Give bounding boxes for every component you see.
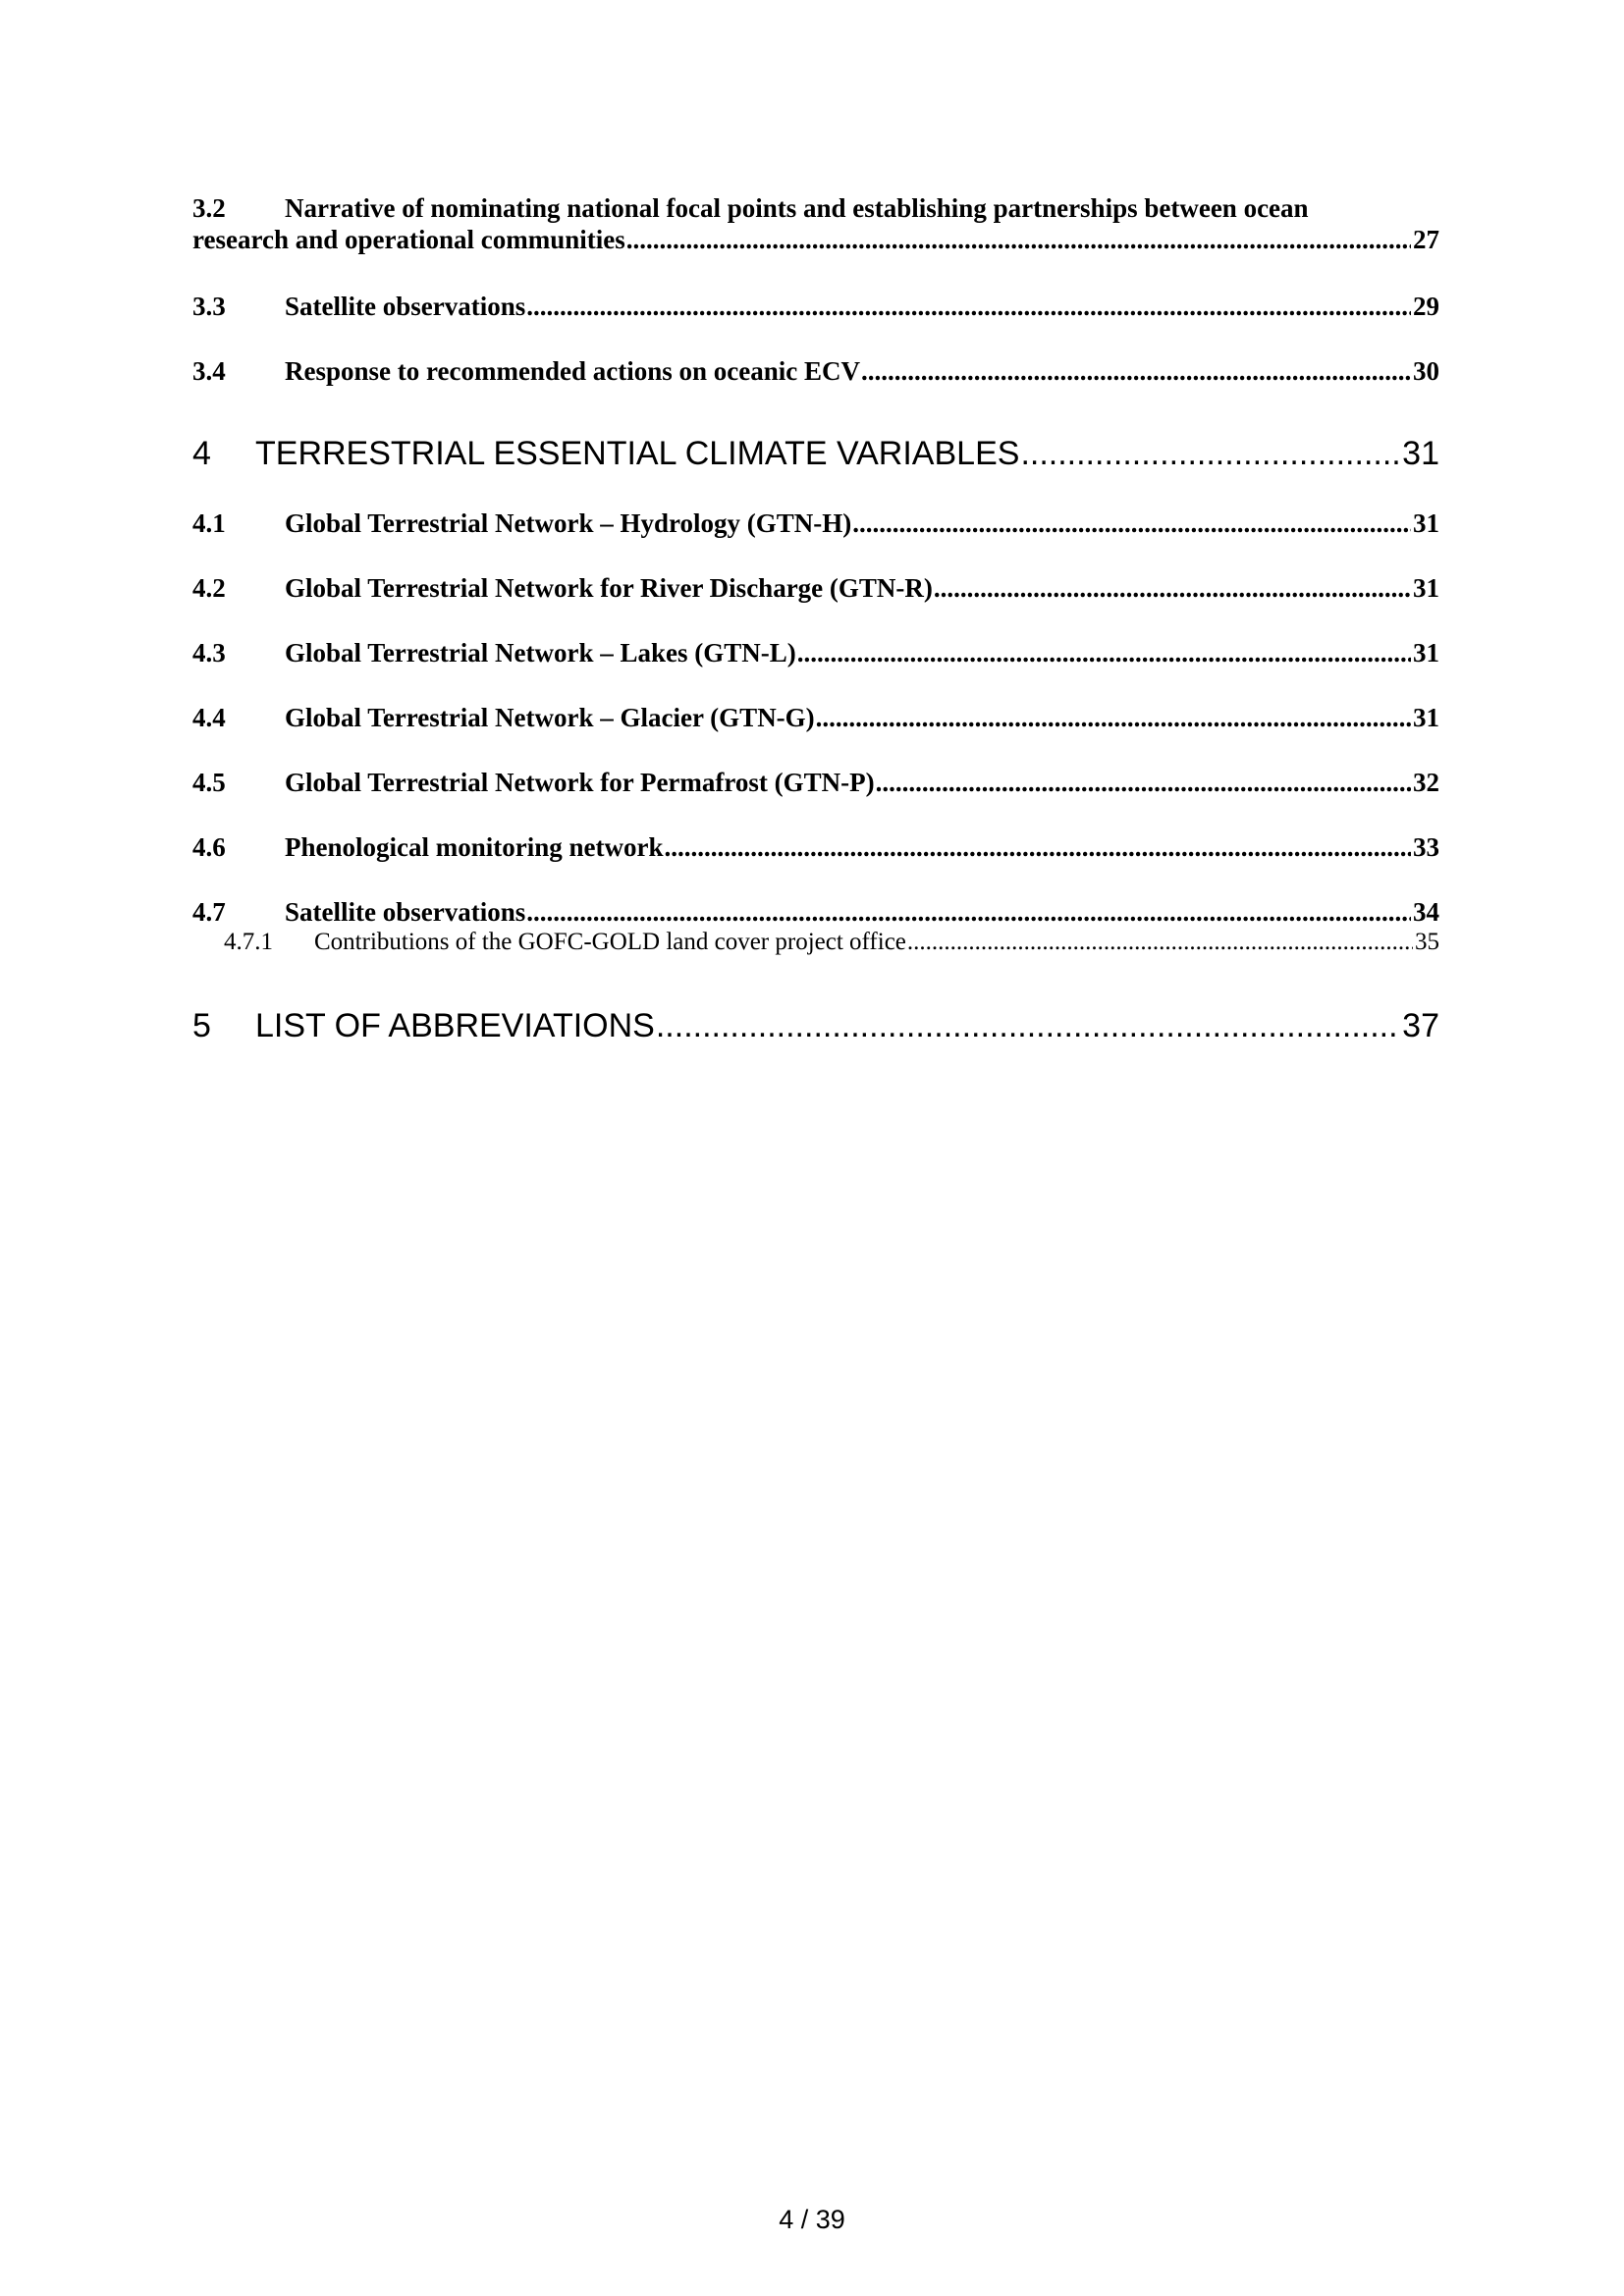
- toc-entry-page: 29: [1413, 292, 1439, 321]
- toc-heading-5[interactable]: [192, 1006, 1439, 1045]
- dot-leader: [816, 702, 1411, 733]
- dot-leader: [626, 224, 1411, 255]
- toc-entry-number: 3.2: [192, 193, 226, 223]
- toc-entry-number: 4.3: [192, 638, 226, 667]
- dot-leader: [876, 767, 1411, 798]
- toc-entry-number: 3.4: [192, 356, 226, 386]
- toc-heading-page: 37: [1402, 1007, 1439, 1044]
- toc-entry-title: Satellite observations: [285, 897, 526, 927]
- dot-leader: [665, 831, 1412, 863]
- dot-leader: [526, 291, 1411, 322]
- dot-leader: [1020, 434, 1400, 473]
- toc-heading-title: TERRESTRIAL ESSENTIAL CLIMATE VARIABLES: [255, 435, 1020, 472]
- toc-entry-title: Global Terrestrial Network – Lakes (GTN-L): [285, 638, 796, 667]
- toc-entry-page: 33: [1413, 832, 1439, 862]
- toc-entry-page: 31: [1413, 508, 1439, 538]
- toc-entry-4-5[interactable]: [192, 767, 1439, 798]
- toc-entry-number: 4.4: [192, 703, 226, 732]
- toc-entry-title: Global Terrestrial Network – Glacier (GTN-G): [285, 703, 815, 732]
- toc-heading-4[interactable]: [192, 434, 1439, 473]
- dot-leader: [797, 637, 1411, 668]
- toc-entry-4-7[interactable]: [192, 896, 1439, 928]
- toc-entry-page: 35: [1415, 929, 1439, 955]
- toc-entry-number: 4.1: [192, 508, 226, 538]
- toc-entry-number: 4.7.1: [224, 929, 273, 955]
- toc-entry-3-2[interactable]: [192, 192, 1439, 255]
- toc-heading-page: 31: [1402, 435, 1439, 472]
- toc-entry-page: 34: [1413, 897, 1439, 927]
- toc-entry-title: Phenological monitoring network: [285, 832, 664, 862]
- toc-entry-number: 4.6: [192, 832, 226, 862]
- toc-entry-page: 27: [1413, 225, 1439, 254]
- toc-entry-4-3[interactable]: [192, 637, 1439, 668]
- toc-entry-title: Response to recommended actions on oceanic ECV: [285, 356, 860, 386]
- dot-leader: [861, 355, 1411, 387]
- dot-leader: [656, 1006, 1400, 1045]
- toc-entry-title: Narrative of nominating national focal points and establishing partnerships between ocean: [285, 193, 1309, 223]
- toc-entry-title: Global Terrestrial Network – Hydrology (GTN-H): [285, 508, 852, 538]
- toc-entry-4-7-1[interactable]: [224, 928, 1439, 957]
- dot-leader: [526, 896, 1411, 928]
- toc-entry-title-continued: research and operational communities: [192, 225, 625, 254]
- toc-heading-title: LIST OF ABBREVIATIONS: [255, 1007, 655, 1044]
- toc-entry-4-4[interactable]: [192, 702, 1439, 733]
- toc-entry-title: Global Terrestrial Network for Permafrost (GTN-P): [285, 768, 875, 797]
- toc-entry-title: Satellite observations: [285, 292, 526, 321]
- toc-heading-number: 5: [192, 1007, 211, 1044]
- dot-leader: [907, 928, 1413, 957]
- toc-entry-page: 32: [1413, 768, 1439, 797]
- toc-entry-3-3[interactable]: [192, 291, 1439, 322]
- toc-entry-number: 4.5: [192, 768, 226, 797]
- toc-entry-number: 4.2: [192, 573, 226, 603]
- toc-entry-4-1[interactable]: [192, 507, 1439, 539]
- toc-entry-title: Global Terrestrial Network for River Discharge (GTN-R): [285, 573, 933, 603]
- toc-entry-page: 30: [1413, 356, 1439, 386]
- toc-entry-3-4[interactable]: [192, 355, 1439, 387]
- toc-entry-number: 4.7: [192, 897, 226, 927]
- toc-entry-page: 31: [1413, 703, 1439, 732]
- dot-leader: [934, 572, 1411, 604]
- page-number-footer: 4 / 39: [779, 2205, 845, 2234]
- dot-leader: [852, 507, 1411, 539]
- toc-entry-4-6[interactable]: [192, 831, 1439, 863]
- toc-entry-title: Contributions of the GOFC-GOLD land cover project office: [314, 929, 906, 955]
- toc-entry-page: 31: [1413, 573, 1439, 603]
- toc-heading-number: 4: [192, 435, 211, 472]
- toc-entry-4-2[interactable]: [192, 572, 1439, 604]
- toc-entry-number: 3.3: [192, 292, 226, 321]
- toc-entry-page: 31: [1413, 638, 1439, 667]
